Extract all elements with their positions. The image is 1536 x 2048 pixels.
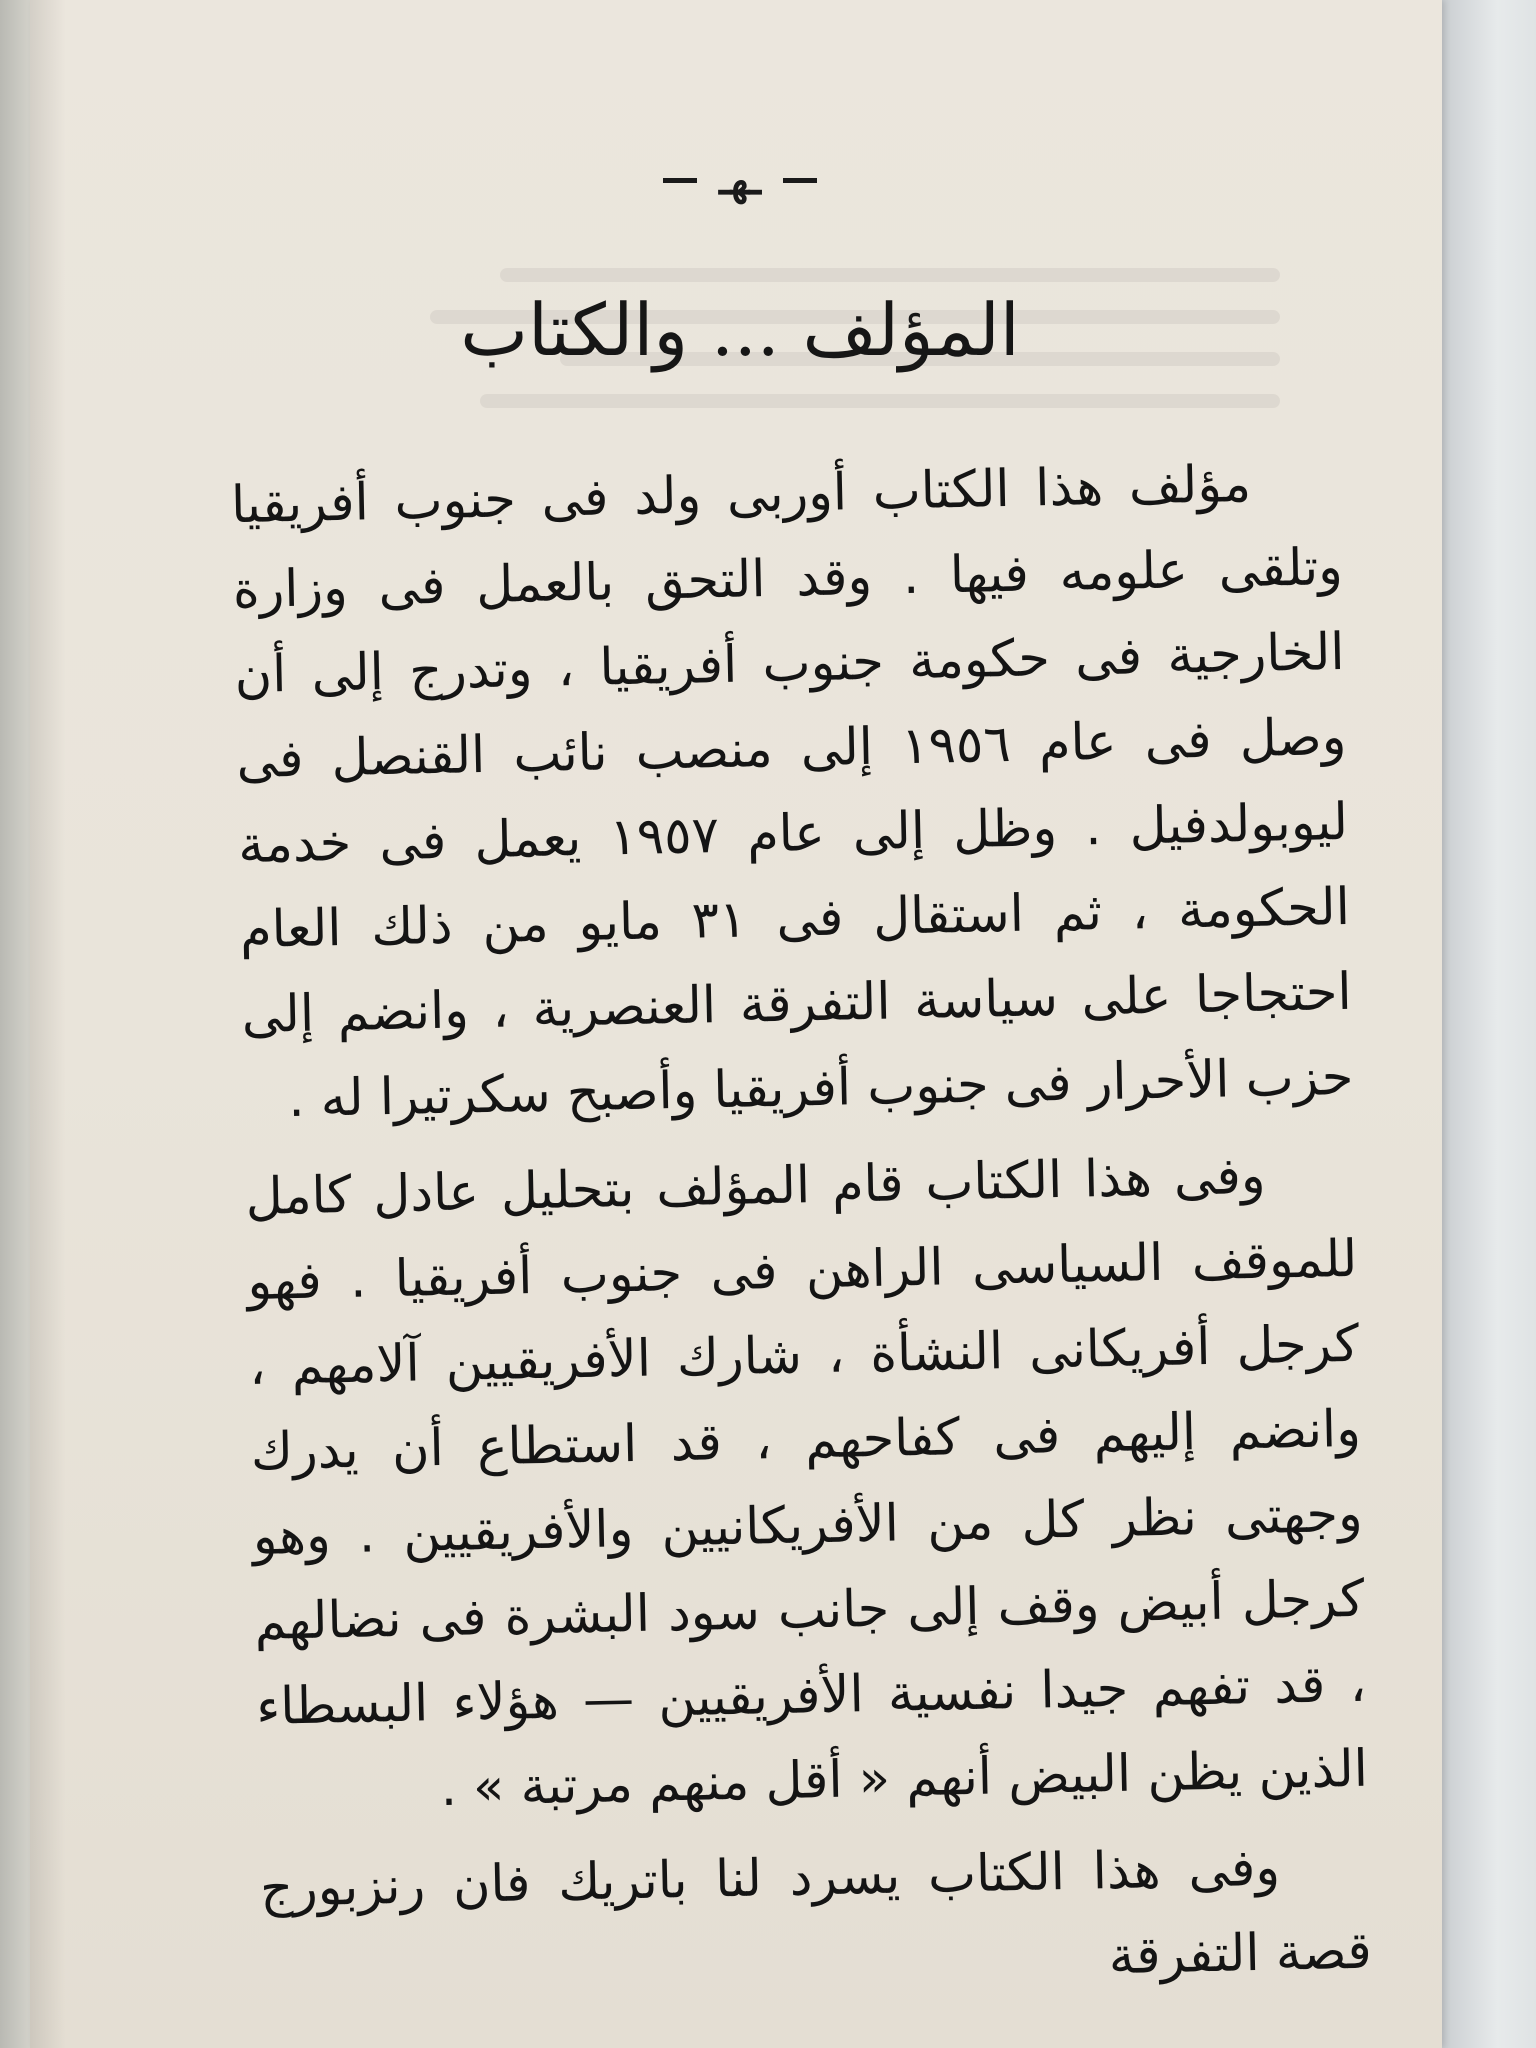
page-number-dash-right: [783, 178, 817, 183]
paragraph-book-analysis: وفى هذا الكتاب قام المؤلف بتحليل عادل كامل للموقف السياسى الراهن فى جنوب أفريقيا . فهو كرجل أفريكانى النشأة ، شارك الأفريقيين آلامهم ، وانضم إليهم فى كفاحهم ، قد استطاع أن يدرك وجهتى نظر كل من الأفريكانيين والأفريقيين . وهو كرجل أبيض وقف إلى جانب سود البشرة فى نضالهم ، قد تفهم جيدا نفسية الأفريقيين — هؤلاء البسطاء الذين يظن البيض أنهم « أقل منهم مرتبة » .: [245, 1146, 1369, 1819]
page-number-glyph: ـهـ: [719, 156, 761, 204]
paragraph-book-story: وفى هذا الكتاب يسرد لنا باتريك فان رنزبورج قصة التفرقة: [259, 1838, 1373, 1987]
background-surface: [1440, 0, 1536, 2048]
page-number-dash-left: [663, 178, 697, 183]
paragraph-author-bio: مؤلف هذا الكتاب أوربى ولد فى جنوب أفريقيا وتلقى علومه فيها . وقد التحق بالعمل فى وزارة الخارجية فى حكومة جنوب أفريقيا ، وتدرج إلى أن وصل فى عام ١٩٥٦ إلى منصب نائب القنصل فى ليوبولدفيل . وظل إلى عام ١٩٥٧ يعمل فى خدمة الحكومة ، ثم استقال فى ٣١ مايو من ذلك العام احتجاجا على سياسة التفرقة العنصرية ، وانضم إلى حزب الأحرار فى جنوب أفريقيا وأصبح سكرتيرا له .: [230, 454, 1354, 1130]
chapter-heading: المؤلف ... والكتاب: [460, 288, 1020, 372]
page-number: [640, 150, 840, 210]
body-text: [230, 440, 1372, 2017]
